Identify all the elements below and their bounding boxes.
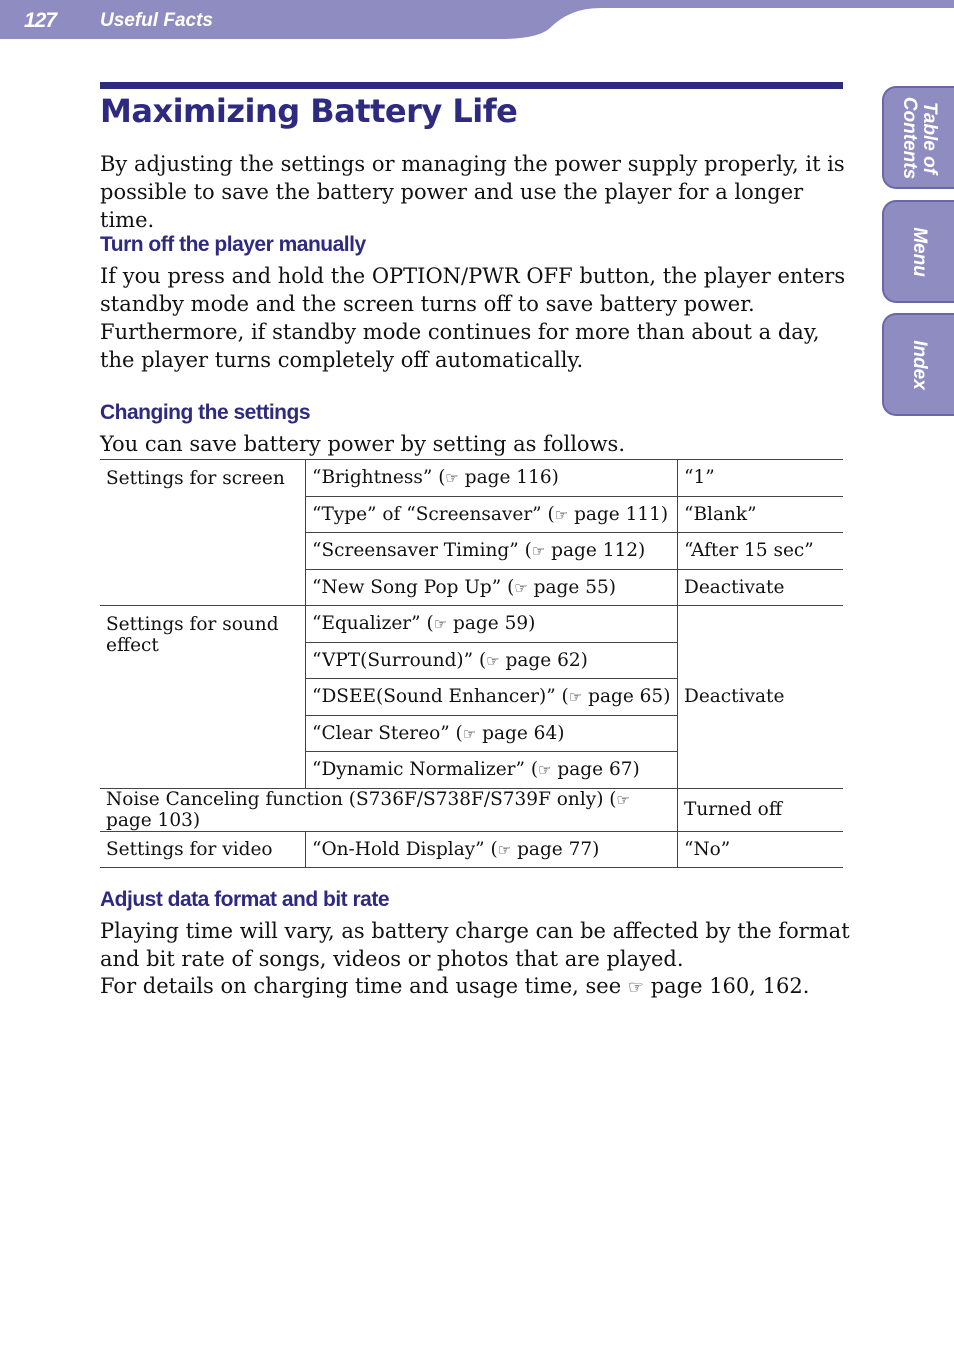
page-link[interactable]: page 65): [588, 686, 671, 708]
sound-value-cell: Deactivate: [678, 606, 844, 789]
adjust-text: Playing time will vary, as battery charge can be affected by the format and bit rate of songs, videos or photos that are played.: [100, 919, 850, 971]
page-ref-icon: ☞: [531, 542, 546, 561]
tab-index[interactable]: [882, 313, 954, 416]
table-row: [100, 831, 843, 868]
heading-changing: Changing the settings: [100, 401, 310, 424]
tab-toc-label: Table of Contents: [899, 96, 940, 179]
page-link[interactable]: page 62): [505, 649, 588, 671]
page-ref-icon: ☞: [554, 505, 569, 524]
page-link[interactable]: page 67): [557, 759, 640, 781]
value-cell: “Blank”: [678, 496, 844, 533]
setting-cell: “Brightness” (☞ page 116): [306, 460, 678, 497]
table-row: [100, 606, 843, 643]
video-label: Settings for video: [100, 831, 306, 868]
setting-cell: “New Song Pop Up” (☞ page 55): [306, 569, 678, 606]
value-cell: “No”: [678, 831, 844, 868]
value-cell: Deactivate: [678, 569, 844, 606]
page-ref-icon: ☞: [568, 688, 583, 707]
changing-text: You can save battery power by setting as follows.: [100, 432, 625, 456]
turn-off-text: If you press and hold the OPTION/PWR OFF button, the player enters standby mode and the screen turns off to save battery power. Furthermore, if standby mode continues for more than about a day, the player turns completely off automatically.: [100, 264, 846, 372]
setting-cell: “Equalizer” (☞ page 59): [306, 606, 678, 643]
value-cell: “1”: [678, 460, 844, 497]
page-link[interactable]: page 111): [574, 503, 669, 525]
value-cell: Turned off: [678, 788, 844, 831]
page-ref-icon: ☞: [514, 578, 528, 597]
page-ref-icon: ☞: [616, 790, 630, 809]
page-link[interactable]: page 160, 162.: [650, 974, 810, 998]
setting-cell: “On-Hold Display” (☞ page 77): [306, 831, 678, 868]
page-ref-icon: ☞: [462, 724, 477, 743]
page-link[interactable]: page 55): [533, 576, 616, 598]
setting-cell: “Screensaver Timing” (☞ page 112): [306, 533, 678, 570]
setting-cell: “DSEE(Sound Enhancer)” (☞ page 65): [306, 679, 678, 716]
tab-menu-label: Menu: [909, 226, 930, 277]
page-header: [0, 0, 954, 40]
page-link[interactable]: page 77): [517, 838, 600, 860]
setting-cell: “Dynamic Normalizer” (☞ page 67): [306, 752, 678, 789]
page-ref-icon: ☞: [538, 761, 552, 780]
page-ref-icon: ☞: [445, 469, 459, 488]
setting-cell: “Type” of “Screensaver” (☞ page 111): [306, 496, 678, 533]
setting-cell: “Clear Stereo” (☞ page 64): [306, 715, 678, 752]
table-row: [100, 460, 843, 497]
tab-menu[interactable]: [882, 200, 954, 303]
tab-table-of-contents[interactable]: [882, 86, 954, 189]
page-link[interactable]: page 59): [453, 613, 536, 635]
settings-table: [100, 459, 843, 868]
page-link[interactable]: page 103): [106, 809, 201, 831]
section-name: Useful Facts: [100, 10, 213, 31]
table-row: [100, 788, 843, 831]
setting-cell: “VPT(Surround)” (☞ page 62): [306, 642, 678, 679]
tab-index-label: Index: [909, 339, 930, 390]
page-link[interactable]: page 116): [464, 467, 559, 489]
page-title: Maximizing Battery Life: [100, 92, 518, 130]
page-link[interactable]: page 64): [482, 722, 565, 744]
noise-cell: Noise Canceling function (S736F/S738F/S739F only) (☞ page 103): [100, 788, 678, 831]
screen-label: Settings for screen: [100, 460, 306, 606]
page-ref-icon: ☞: [497, 840, 512, 859]
page-link[interactable]: page 112): [551, 540, 646, 562]
charging-details-text: For details on charging time and usage time, see ☞ page 160, 162.: [100, 974, 810, 998]
page-ref-icon: ☞: [486, 651, 500, 670]
heading-adjust: Adjust data format and bit rate: [100, 888, 390, 911]
sound-label: Settings for sound effect: [100, 606, 306, 789]
heading-turn-off: Turn off the player manually: [100, 233, 366, 256]
page-ref-icon: ☞: [627, 977, 644, 998]
value-cell: “After 15 sec”: [678, 533, 844, 570]
page-number: 127: [24, 9, 57, 32]
intro-text: By adjusting the settings or managing the power supply properly, it is possible to save the battery power and use the player for a longer time.: [100, 152, 845, 232]
page-ref-icon: ☞: [433, 615, 448, 634]
title-rule: [100, 82, 843, 89]
